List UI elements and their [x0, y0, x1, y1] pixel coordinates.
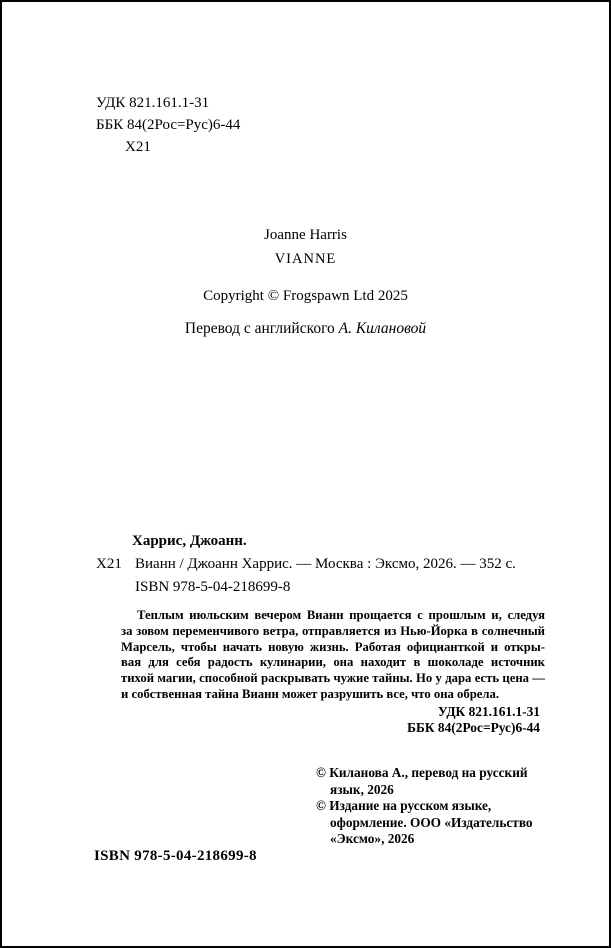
annotation-line: вая для себя радость кулинарии, она находит в шоколаде источник [121, 655, 545, 670]
original-title: VIANNE [274, 251, 337, 267]
isbn-bottom: ISBN 978-5-04-218699-8 [94, 848, 257, 864]
catalog-entry: Вианн / Джоанн Харрис. — Москва : Эксмо, 2026. — 352 с. [135, 556, 516, 572]
copyright-block [316, 765, 554, 848]
rights-line: Copyright © Frogspawn Ltd 2025 [203, 288, 408, 304]
bbk-code-bottom: ББК 84(2Рос=Рус)6-44 [407, 720, 540, 736]
catalog-isbn: ISBN 978-5-04-218699-8 [135, 579, 291, 595]
translation-prefix: Перевод с английского [184, 320, 339, 337]
classification-block-top [96, 92, 240, 158]
annotation-line: Марсель, чтобы начать новую жизнь. Работая официанткой и откры- [121, 639, 545, 654]
original-author-name: Joanne Harris [264, 227, 347, 243]
annotation-paragraph [121, 608, 545, 703]
annotation-line: Теплым июльским вечером Вианн прощается с прошлым и, следуя [137, 608, 545, 622]
udk-code-bottom: УДК 821.161.1-31 [437, 704, 540, 719]
catalog-author-heading: Харрис, Джоанн. [132, 533, 247, 549]
annotation-line: за зовом переменчивого ветра, отправляется из Нью-Йорка в солнечный [121, 623, 545, 638]
catalog-author-mark: Х21 [96, 556, 122, 572]
author-mark-top: Х21 [125, 139, 151, 155]
edition-copyright: © Издание на русском языке, оформление. ООО «Издательство «Эксмо», 2026 [316, 798, 533, 847]
translation-credit [2, 320, 609, 338]
annotation-line: тихой магии, способной раскрывать чужие тайны. Но у дара есть цена — [121, 671, 545, 686]
udk-code-top: УДК 821.161.1-31 [96, 95, 210, 111]
translator-name: А. Килановой [338, 320, 427, 337]
bbk-code-top: ББК 84(2Рос=Рус)6-44 [96, 117, 241, 133]
annotation-line: и собственная тайна Вианн может разрушить все, что она обрела. [121, 686, 500, 701]
classification-block-bottom [407, 704, 540, 737]
translation-copyright: © Киланова А., перевод на русский язык, 2026 [316, 765, 528, 797]
